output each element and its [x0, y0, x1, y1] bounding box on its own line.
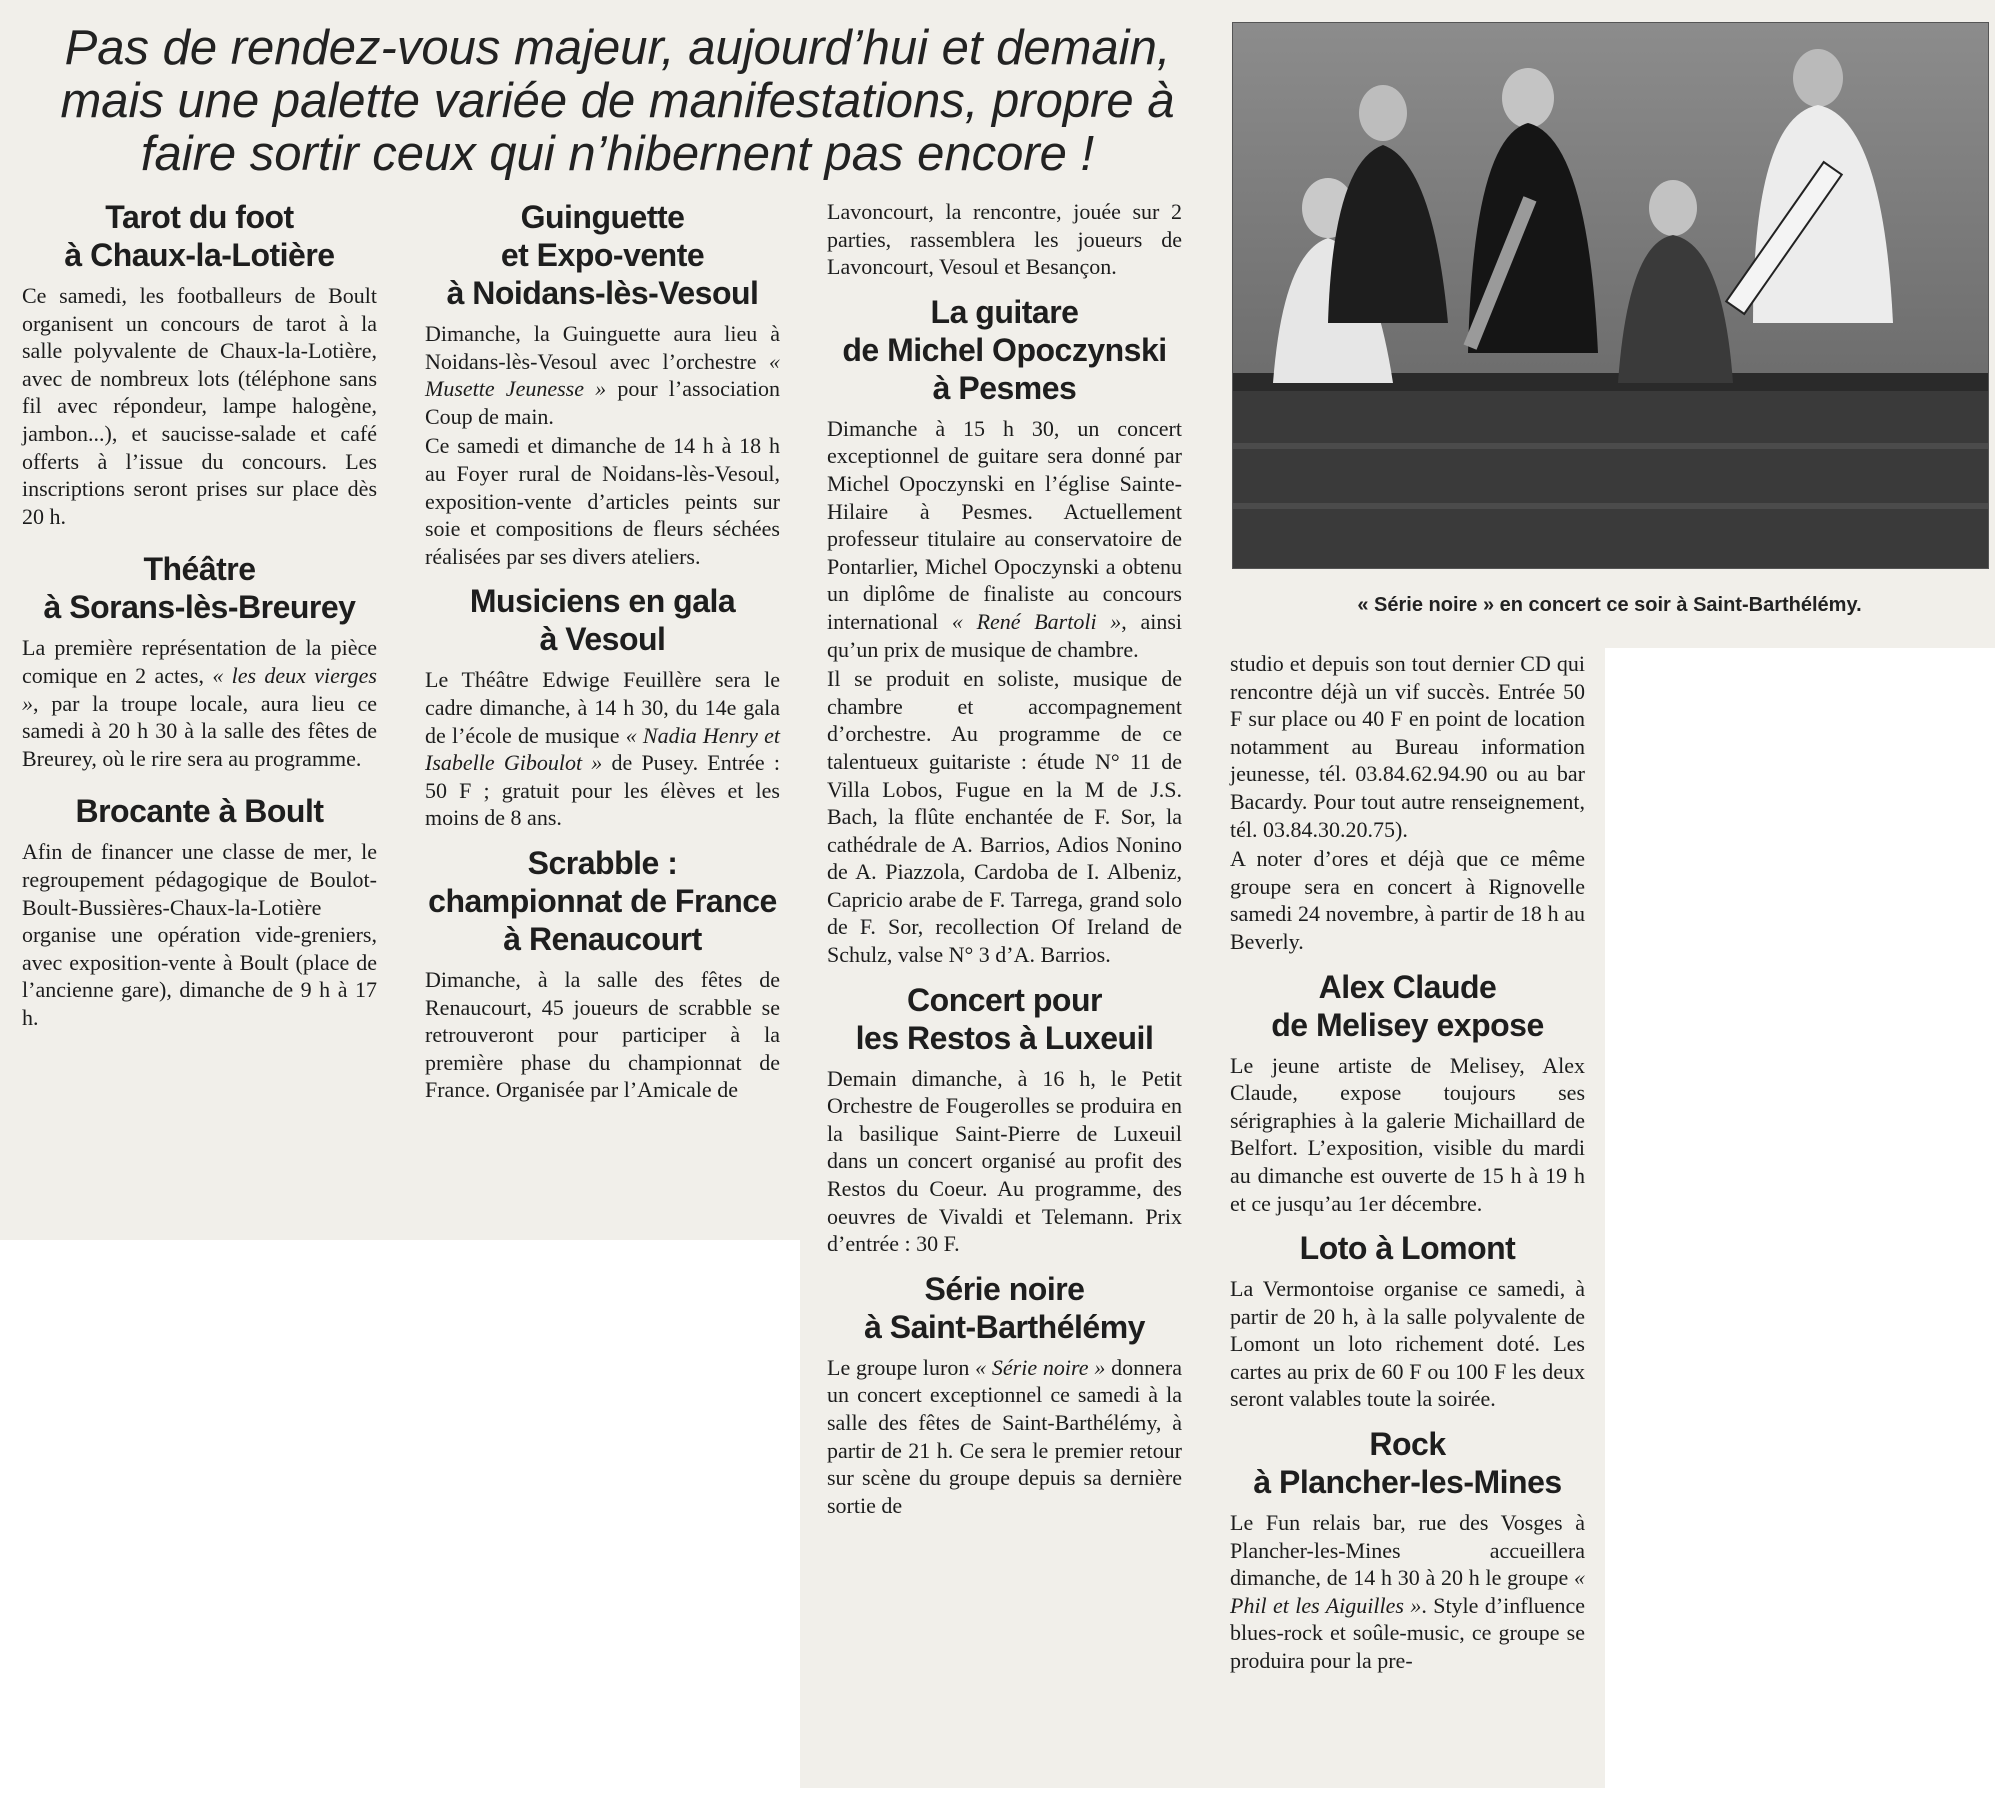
column-1: [22, 198, 377, 1031]
serie-noire-body: Le groupe luron « Série noire » donnera un concert exceptionnel ce samedi à la salle des fêtes de Saint-Barthélémy, à partir de 21 h. Ce sera le premier retour sur scène du groupe depuis sa dernière sortie de: [827, 1354, 1182, 1518]
serie-noire-body-continued: studio et depuis son tout dernier CD qui rencontre déjà un vif succès. Entrée 50 F sur place ou 40 F en point de location notamment au Bureau information jeunesse, tél. 03.84.62.94.90 ou au bar Bacardy. Pour tout autre renseignement, tél. 03.84.30.20.75).: [1230, 651, 1585, 842]
band-photo: [1232, 22, 1989, 569]
concert-restos-title-line2: les Restos à Luxeuil: [855, 1019, 1154, 1056]
column-3: [827, 198, 1182, 1519]
theatre-title-line2: à Sorans-lès-Breurey: [43, 589, 356, 626]
alex-claude-title-line2: de Melisey expose: [1271, 1006, 1544, 1043]
musiciens-title: Musiciens en gala: [469, 583, 736, 620]
tarot-title: Tarot du foot: [105, 199, 294, 235]
column-2: [425, 198, 780, 1104]
concert-restos-body: Demain dimanche, à 16 h, le Petit Orchestre de Fougerolles se produira en la basilique Saint-Pierre de Luxeuil dans un concert organisé au profit des Restos du Coeur. Au programme, des oeuvres de Vivaldi et Telemann. Prix d’entrée : 30 F.: [827, 1065, 1182, 1257]
theatre-title: Théâtre: [143, 551, 256, 588]
scrabble-body: Dimanche, à la salle des fêtes de Renaucourt, 45 joueurs de scrabble se retrouveront pour participer à la première phase du championnat de France. Organisée par l’Amicale de: [425, 966, 780, 1103]
guinguette-body: Dimanche, la Guinguette aura lieu à Noidans-lès-Vesoul avec l’orchestre « Musette Jeunesse » pour l’association Coup de main.: [425, 321, 780, 429]
scrabble-body-continued: Lavoncourt, la rencontre, jouée sur 2 parties, rassemblera les joueurs de Lavoncourt, Vesoul et Besançon.: [827, 199, 1182, 280]
theatre-body: La première représentation de la pièce comique en 2 actes, « les deux vierges », par la troupe locale, aura lieu ce samedi à 20 h 30 à la salle des fêtes de Breurey, où le rire sera au programme.: [22, 635, 377, 771]
serie-noire-title-line2: à Saint-Barthélémy: [864, 1308, 1145, 1345]
alex-claude-title: Alex Claude: [1318, 968, 1497, 1005]
tarot-body: Ce samedi, les footballeurs de Boult organisent un concours de tarot à la salle polyvalente de Chaux-la-Lotière, avec de nombreux lots (téléphone sans fil avec répondeur, lampe halogène, jambon...), et saucisse-salade et café offerts à l’issue du concours. Les inscriptions seront prises sur place dès 20 h.: [22, 283, 377, 529]
band-photo-image: [1233, 23, 1988, 568]
loto-title: Loto à Lomont: [1299, 1230, 1516, 1267]
guinguette-title: Guinguette: [520, 199, 685, 235]
concert-restos-title: Concert pour: [907, 981, 1102, 1018]
guitare-body: Dimanche à 15 h 30, un concert exceptionnel de guitare sera donné par Michel Opoczynski en l’église Sainte-Hilaire à Pesmes. Actuellement professeur titulaire au conservatoire de Pontarlier, Michel Opoczynski a obtenu un diplôme de finaliste au concours international « René Bartoli », ainsi qu’un prix de musique de chambre.: [827, 415, 1182, 662]
guinguette-body-2: Ce samedi et dimanche de 14 h à 18 h au Foyer rural de Noidans-lès-Vesoul, exposition-vente d’articles peints sur soie et compositions de fleurs séchées réalisées par ses divers ateliers.: [425, 433, 780, 569]
guitare-title-line2: de Michel Opoczynski: [842, 331, 1167, 368]
musiciens-title-line2: à Vesoul: [539, 621, 666, 658]
column-4: [1230, 650, 1585, 1675]
musiciens-body: Le Théâtre Edwige Feuillère sera le cadre dimanche, à 14 h 30, du 14e gala de l’école de musique « Nadia Henry et Isabelle Giboulot » de Pusey. Entrée : 50 F ; gratuit pour les élèves et les moins de 8 ans.: [425, 667, 780, 831]
rock-body: Le Fun relais bar, rue des Vosges à Plancher-les-Mines accueillera dimanche, de 14 h 30 à 20 h le groupe « Phil et les Aiguilles ». Style d’influence blues-rock et soûle-music, ce groupe se produira pour la pre-: [1230, 1510, 1585, 1674]
tarot-title-line2: à Chaux-la-Lotière: [64, 237, 335, 273]
guitare-body-2: Il se produit en soliste, musique de chambre et accompagnement d’orchestre. Au programme de ce talentueux guitariste : étude N° 11 de Villa Lobos, Fugue en la M de J.S. Bach, la flûte enchantée de F. Sor, la cathédrale de A. Barrios, Adios Nonino de A. Piazzola, Cardoba de I. Albeniz, Capricio arabe de F. Tarrega, grand solo de F. Sor, recollection Of Ireland de Schulz, valse N° 3 d’A. Barrios.: [827, 666, 1182, 968]
serie-noire-title: Série noire: [924, 1270, 1085, 1307]
scrabble-title-line3: à Renaucourt: [503, 920, 702, 957]
scrabble-title: Scrabble :: [527, 844, 678, 881]
rock-title-line2: à Plancher-les-Mines: [1253, 1464, 1562, 1501]
loto-body: La Vermontoise organise ce samedi, à partir de 20 h, à la salle polyvalente de Lomont un loto richement doté. Les cartes au prix de 60 F ou 100 F les deux seront valables toute la soirée.: [1230, 1276, 1585, 1412]
guitare-title: La guitare: [930, 293, 1079, 330]
page-headline: Pas de rendez-vous majeur, aujourd’hui et demain, mais une palette variée de manifestations, propre à faire sortir ceux qui n’hibernent pas encore !: [60, 21, 1175, 181]
rock-title: Rock: [1369, 1426, 1446, 1463]
guinguette-title-line2: et Expo-vente: [500, 237, 705, 273]
serie-noire-body-continued-2: A noter d’ores et déjà que ce même groupe sera en concert à Rignovelle samedi 24 novembre, à partir de 18 h au Beverly.: [1230, 846, 1585, 954]
guitare-title-line3: à Pesmes: [932, 369, 1077, 406]
photo-caption: « Série noire » en concert ce soir à Saint-Barthélémy.: [1357, 594, 1862, 616]
scrabble-title-line2: championnat de France: [428, 882, 777, 919]
brocante-body: Afin de financer une classe de mer, le regroupement pédagogique de Boulot-Boult-Bussières-Chaux-la-Lotière organise une opération vide-greniers, avec exposition-vente à Boult (place de l’ancienne gare), dimanche de 9 h à 17 h.: [22, 839, 377, 1030]
brocante-title: Brocante à Boult: [75, 793, 324, 830]
alex-claude-body: Le jeune artiste de Melisey, Alex Claude, expose toujours ses sérigraphies à la galerie Michaillard de Belfort. L’exposition, visible du mardi au dimanche est ouverte de 15 h à 19 h et ce jusqu’au 1er décembre.: [1230, 1052, 1585, 1216]
guinguette-title-line3: à Noidans-lès-Vesoul: [446, 275, 759, 311]
